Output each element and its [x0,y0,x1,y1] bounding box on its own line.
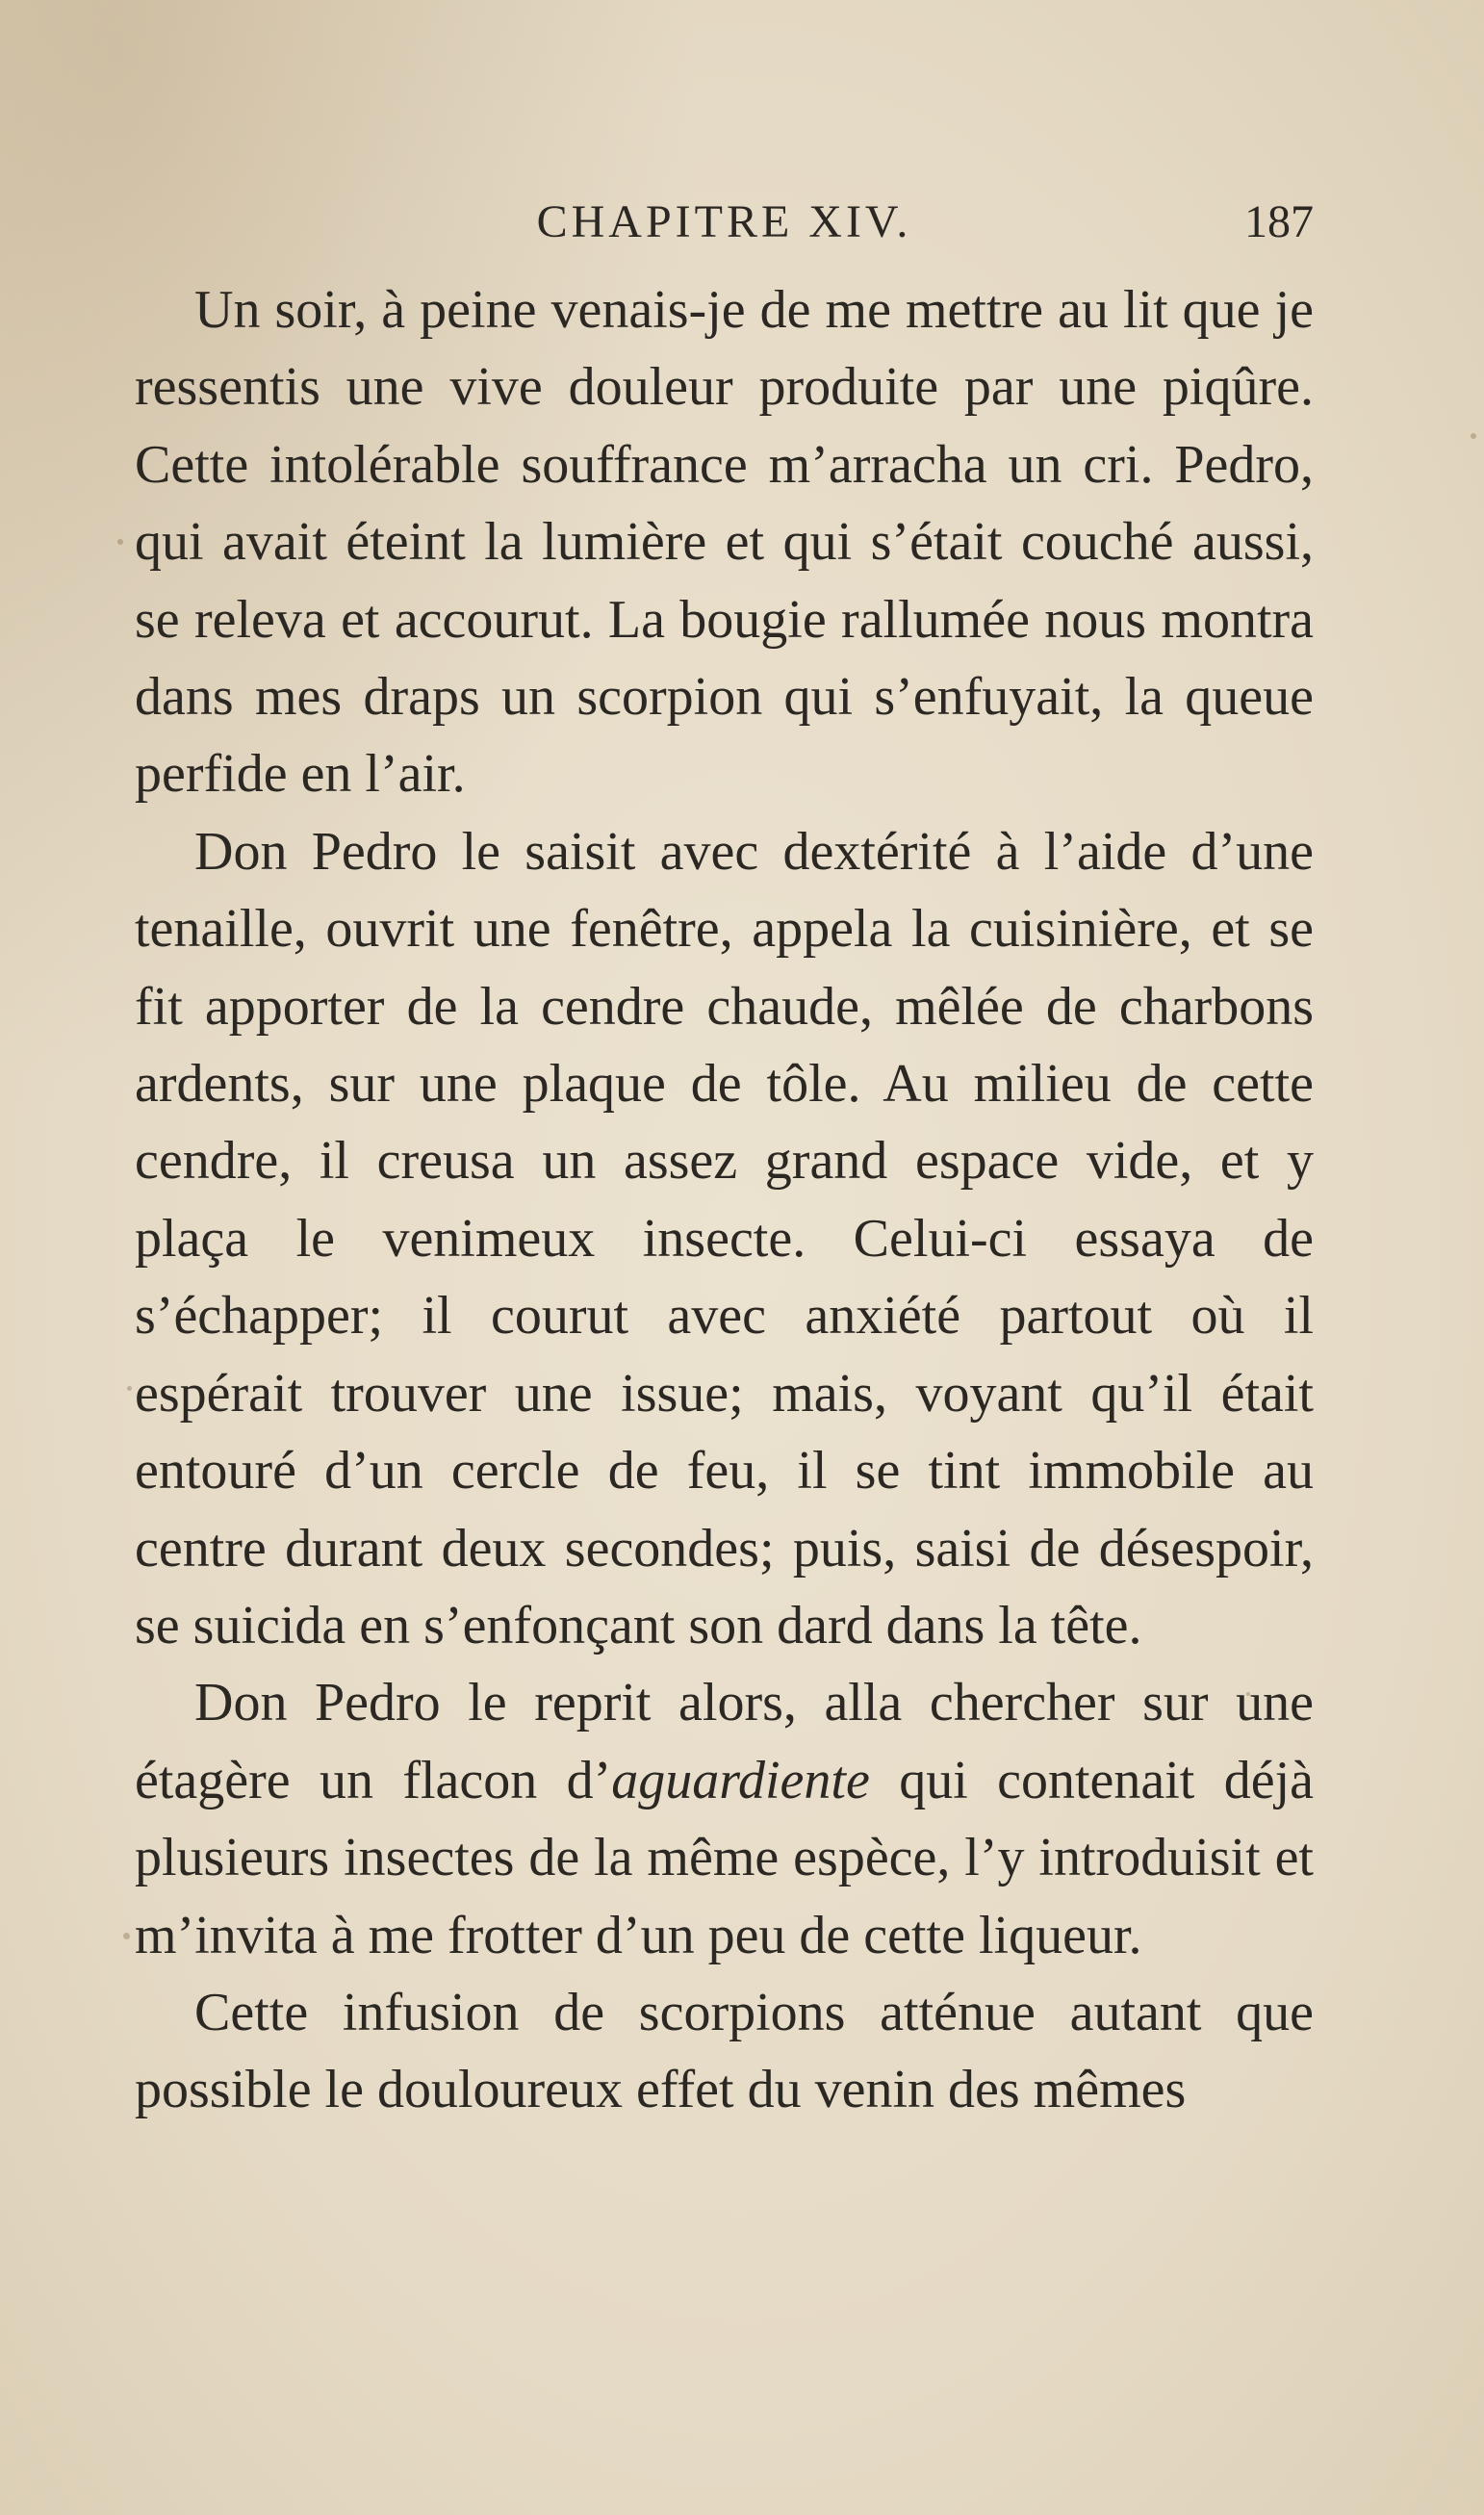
paragraph-3-after: qui contenait déjà plusieurs insectes de la même espèce, l’y introduisit et m’invita à me frotter d’un peu de cette liqueur. [135,1750,1314,1965]
paragraph-3-before: Don Pedro le reprit alors, alla chercher sur une étagère un flacon d’ [135,1673,1314,1810]
body-text [135,271,1314,2129]
paper-speck [117,539,123,545]
paper-speck [123,1933,130,1939]
paper-speck [1471,433,1476,439]
paragraph-3 [135,1664,1314,1974]
page-number: 187 [1244,196,1314,247]
paragraph-3-emphasis: aguardiente [611,1750,870,1810]
paragraph-2: Don Pedro le saisit avec dextérité à l’aide d’une tenaille, ouvrit une fenêtre, appela la cuisinière, et se fit apporter de la cendre chaude, mêlée de charbons ardents, sur une plaque de tôle. Au milieu de cette cendre, il creusa un assez grand espace vide, et y plaça le venimeux insecte. Celui-ci essaya de s’échapper; il courut avec anxiété partout où il espérait trouver une issue; mais, voyant qu’il était entouré d’un cercle de feu, il se tint immobile au centre durant deux secondes; puis, saisi de désespoir, se suicida en s’enfonçant son dard dans la tête. [135,821,1314,1655]
paragraph-4: Cette infusion de scorpions atténue autant que possible le douloureux effet du venin des mêmes [135,1982,1314,2120]
running-title: CHAPITRE XIV. [536,196,912,247]
paper-speck [127,1386,132,1391]
page-header [135,189,1314,256]
paper-speck [1246,1692,1250,1696]
paragraph-1: Un soir, à peine venais-je de me mettre au lit que je ressentis une vive douleur produite par une piqûre. Cette intolérable souffrance m’arracha un cri. Pedro, qui avait éteint la lumière et qui s’était couché aussi, se releva et accourut. La bougie rallumée nous montra dans mes draps un scorpion qui s’enfuyait, la queue perfide en l’air. [135,280,1314,805]
